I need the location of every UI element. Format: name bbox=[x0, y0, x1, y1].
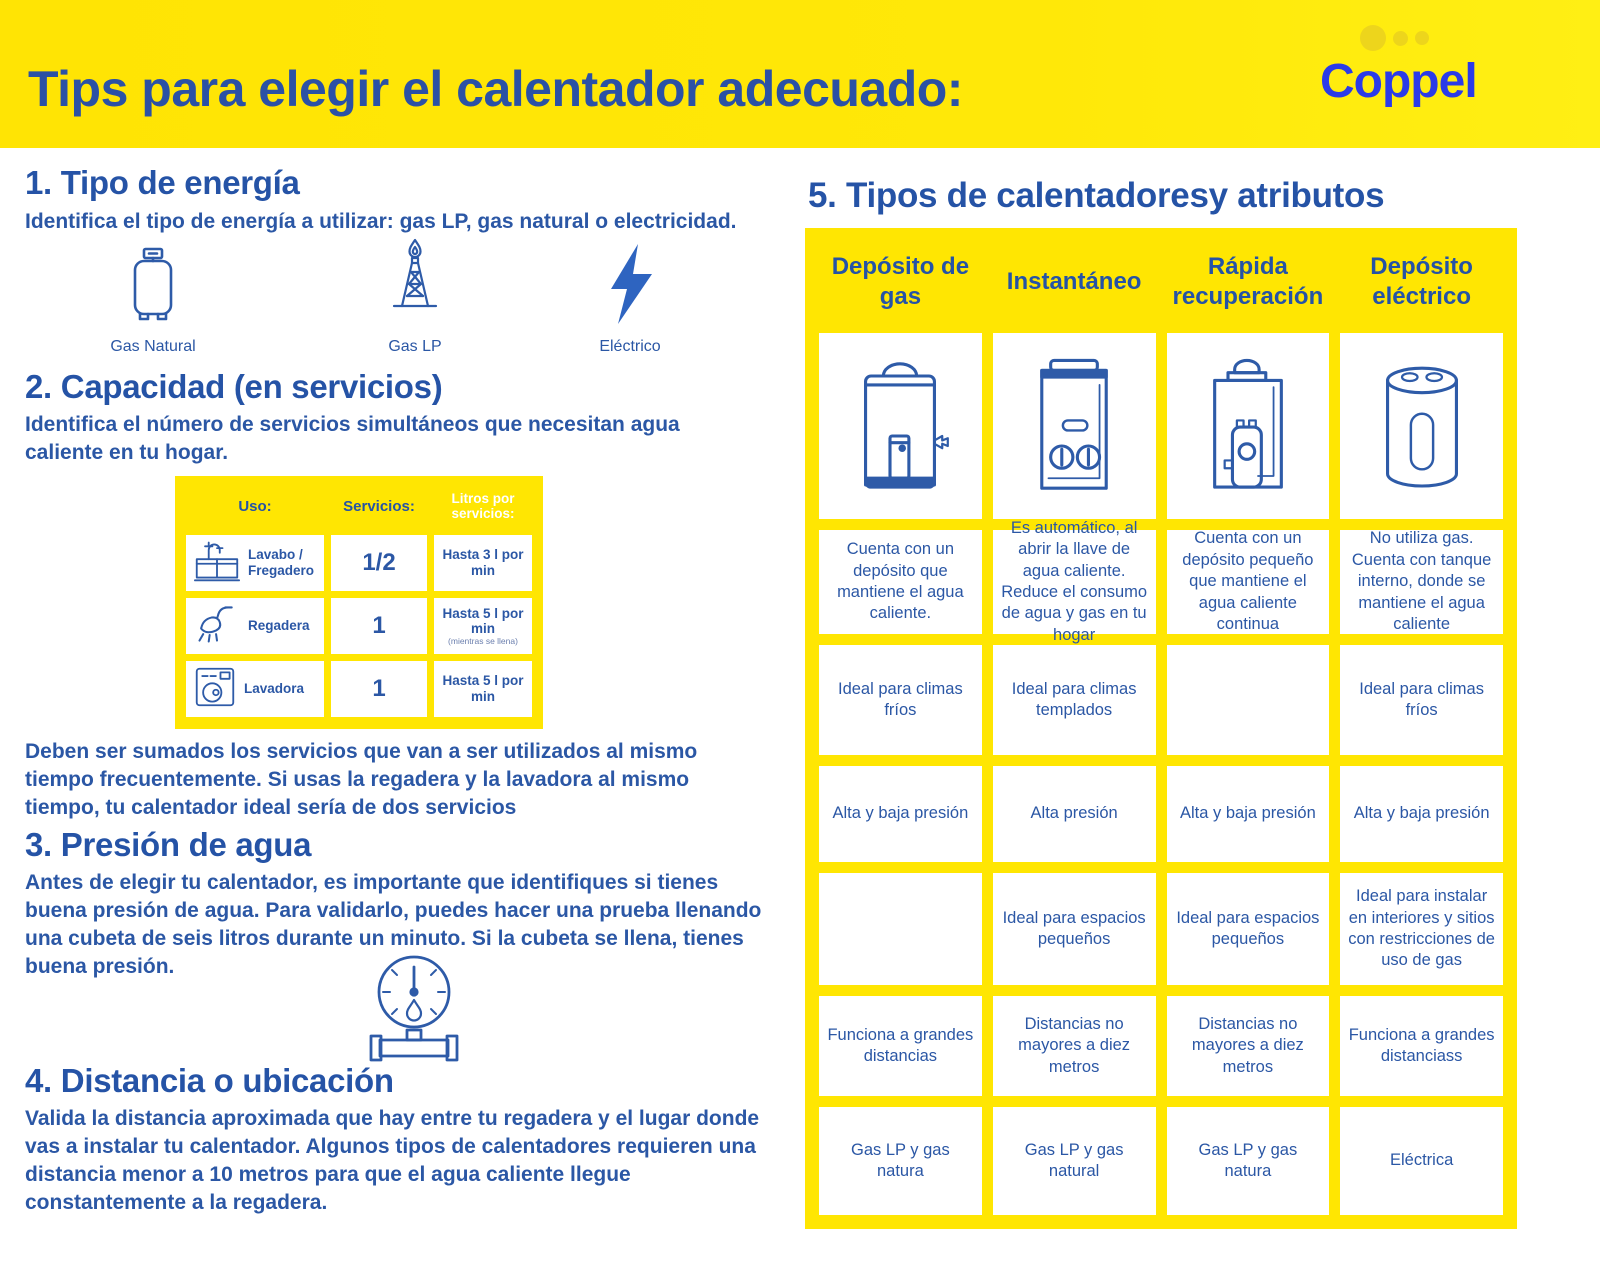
table-cell-distance: Funciona a grandes distancias bbox=[819, 996, 982, 1096]
column-header: Instantáneo bbox=[1006, 268, 1142, 295]
capacity-header-uso: Uso: bbox=[238, 497, 272, 515]
table-row-use-lavadora bbox=[186, 661, 324, 717]
table-cell-distance: Distancias no mayores a diez metros bbox=[993, 996, 1156, 1096]
use-label: Regadera bbox=[248, 618, 310, 634]
section1-body: Identifica el tipo de energía a utilizar: gas LP, gas natural o electricidad. bbox=[25, 210, 737, 233]
liters-cell bbox=[434, 598, 532, 654]
liters-value: Hasta 5 l por min bbox=[442, 605, 524, 637]
energy-label: Gas Natural bbox=[110, 338, 196, 355]
table-cell-spaces: Ideal para espacios pequeños bbox=[993, 873, 1156, 985]
section1-heading: 1. Tipo de energía bbox=[25, 164, 300, 201]
energy-label: Gas LP bbox=[388, 338, 442, 355]
table-cell-pressure: Alta y baja presión bbox=[1167, 766, 1330, 862]
gas-cylinder-icon bbox=[123, 246, 183, 329]
capacity-header-litros: Litros por servicios: bbox=[451, 491, 515, 521]
gas-derrick-icon bbox=[384, 236, 446, 329]
table-cell-distance: Funciona a grandes distanciass bbox=[1340, 996, 1503, 1096]
table-cell-energy: Gas LP y gas natura bbox=[819, 1107, 982, 1215]
sink-icon bbox=[194, 540, 240, 587]
table-cell-spaces bbox=[819, 873, 982, 985]
services-value: 1/2 bbox=[331, 535, 427, 591]
section2-heading: 2. Capacidad (en servicios) bbox=[25, 368, 443, 405]
column-header: Depósito de gas bbox=[831, 253, 970, 310]
energy-item-electrico bbox=[535, 244, 725, 356]
liters-note: (mientras se llena) bbox=[448, 635, 518, 646]
section4-body: Valida la distancia aproximada que hay entre tu regadera y el lugar donde vas a instalar tu calentador. Algunos tipos de calentadores requieren una distancia menor a 10 metros para que el agua caliente llegue constantemente a la regadera. bbox=[25, 1107, 760, 1214]
capacity-footnote: Deben ser sumados los servicios que van a ser utilizados al mismo tiempo frecuentemente. Si usas la regadera y la lavadora al mismo tiempo, tu calentador ideal sería de dos servicios bbox=[25, 740, 698, 819]
pressure-gauge-icon bbox=[358, 948, 470, 1073]
table-cell-energy: Gas LP y gas natural bbox=[993, 1107, 1156, 1215]
table-cell-climate: Ideal para climas templados bbox=[993, 645, 1156, 755]
section3-heading: 3. Presión de agua bbox=[25, 826, 312, 863]
services-value: 1 bbox=[331, 598, 427, 654]
coppel-logo-text: Coppel bbox=[1320, 55, 1477, 108]
section5-heading: 5. Tipos de calentadoresy atributos bbox=[808, 176, 1385, 215]
table-cell-climate: Ideal para climas fríos bbox=[819, 645, 982, 755]
instant-heater-icon bbox=[993, 333, 1156, 519]
washer-icon bbox=[194, 666, 236, 713]
coppel-logo-dots-icon bbox=[1360, 24, 1500, 52]
use-label: Lavadora bbox=[244, 681, 305, 697]
section4-heading: 4. Distancia o ubicación bbox=[25, 1062, 394, 1099]
table-cell-energy: Gas LP y gas natura bbox=[1167, 1107, 1330, 1215]
table-cell-description: Es automático, al abrir la llave de agua caliente. Reduce el consumo de agua y gas en tu hogar bbox=[993, 530, 1156, 634]
rapid-recovery-heater-icon bbox=[1167, 333, 1330, 519]
table-cell-pressure: Alta y baja presión bbox=[1340, 766, 1503, 862]
table-cell-climate bbox=[1167, 645, 1330, 755]
energy-label: Eléctrico bbox=[599, 338, 661, 355]
gas-tank-heater-icon bbox=[819, 333, 982, 519]
table-cell-pressure: Alta presión bbox=[993, 766, 1156, 862]
energy-item-gas-natural bbox=[58, 246, 248, 356]
energy-types-row bbox=[30, 240, 730, 356]
table-cell-description: Cuenta con un depósito que mantiene el agua caliente. bbox=[819, 530, 982, 634]
capacity-table bbox=[175, 476, 543, 729]
services-value: 1 bbox=[331, 661, 427, 717]
liters-value: Hasta 5 l por min bbox=[442, 673, 524, 704]
table-cell-energy: Eléctrica bbox=[1340, 1107, 1503, 1215]
lightning-bolt-icon bbox=[601, 244, 659, 329]
coppel-logo bbox=[1320, 24, 1500, 109]
table-row-use-regadera bbox=[186, 598, 324, 654]
liters-value: Hasta 3 l por min bbox=[442, 547, 524, 578]
energy-item-gas-lp bbox=[320, 236, 510, 356]
table-cell-description: No utiliza gas. Cuenta con tanque interno, donde se mantiene el agua caliente bbox=[1340, 530, 1503, 634]
table-cell-spaces: Ideal para espacios pequeños bbox=[1167, 873, 1330, 985]
section2-body: Identifica el número de servicios simultáneos que necesitan agua caliente en tu hogar. bbox=[25, 413, 680, 464]
shower-icon bbox=[194, 603, 240, 650]
table-cell-distance: Distancias no mayores a diez metros bbox=[1167, 996, 1330, 1096]
section3-body: Antes de elegir tu calentador, es importante que identifiques si tienes buena presión de agua. Para validarlo, puedes hacer una prueba llenando una cubeta de seis litros durante un minuto. Si la cubeta se llena, tienes buena presión. bbox=[25, 871, 762, 978]
heater-types-table bbox=[805, 228, 1517, 1229]
liters-cell bbox=[434, 535, 532, 591]
use-label: Lavabo / Fregadero bbox=[248, 547, 315, 578]
page-title: Tips para elegir el calentador adecuado: bbox=[28, 61, 963, 117]
table-cell-spaces: Ideal para instalar en interiores y sitios con restricciones de uso de gas bbox=[1340, 873, 1503, 985]
top-banner bbox=[0, 0, 1600, 148]
column-header: Depósito eléctrico bbox=[1370, 253, 1473, 310]
electric-tank-heater-icon bbox=[1340, 333, 1503, 519]
table-cell-climate: Ideal para climas fríos bbox=[1340, 645, 1503, 755]
capacity-header-servicios: Servicios: bbox=[343, 497, 415, 515]
table-row-use-lavabo bbox=[186, 535, 324, 591]
table-cell-pressure: Alta y baja presión bbox=[819, 766, 982, 862]
column-header: Rápida recuperación bbox=[1172, 253, 1324, 310]
table-cell-description: Cuenta con un depósito pequeño que mantiene el agua caliente continua bbox=[1167, 530, 1330, 634]
liters-cell bbox=[434, 661, 532, 717]
